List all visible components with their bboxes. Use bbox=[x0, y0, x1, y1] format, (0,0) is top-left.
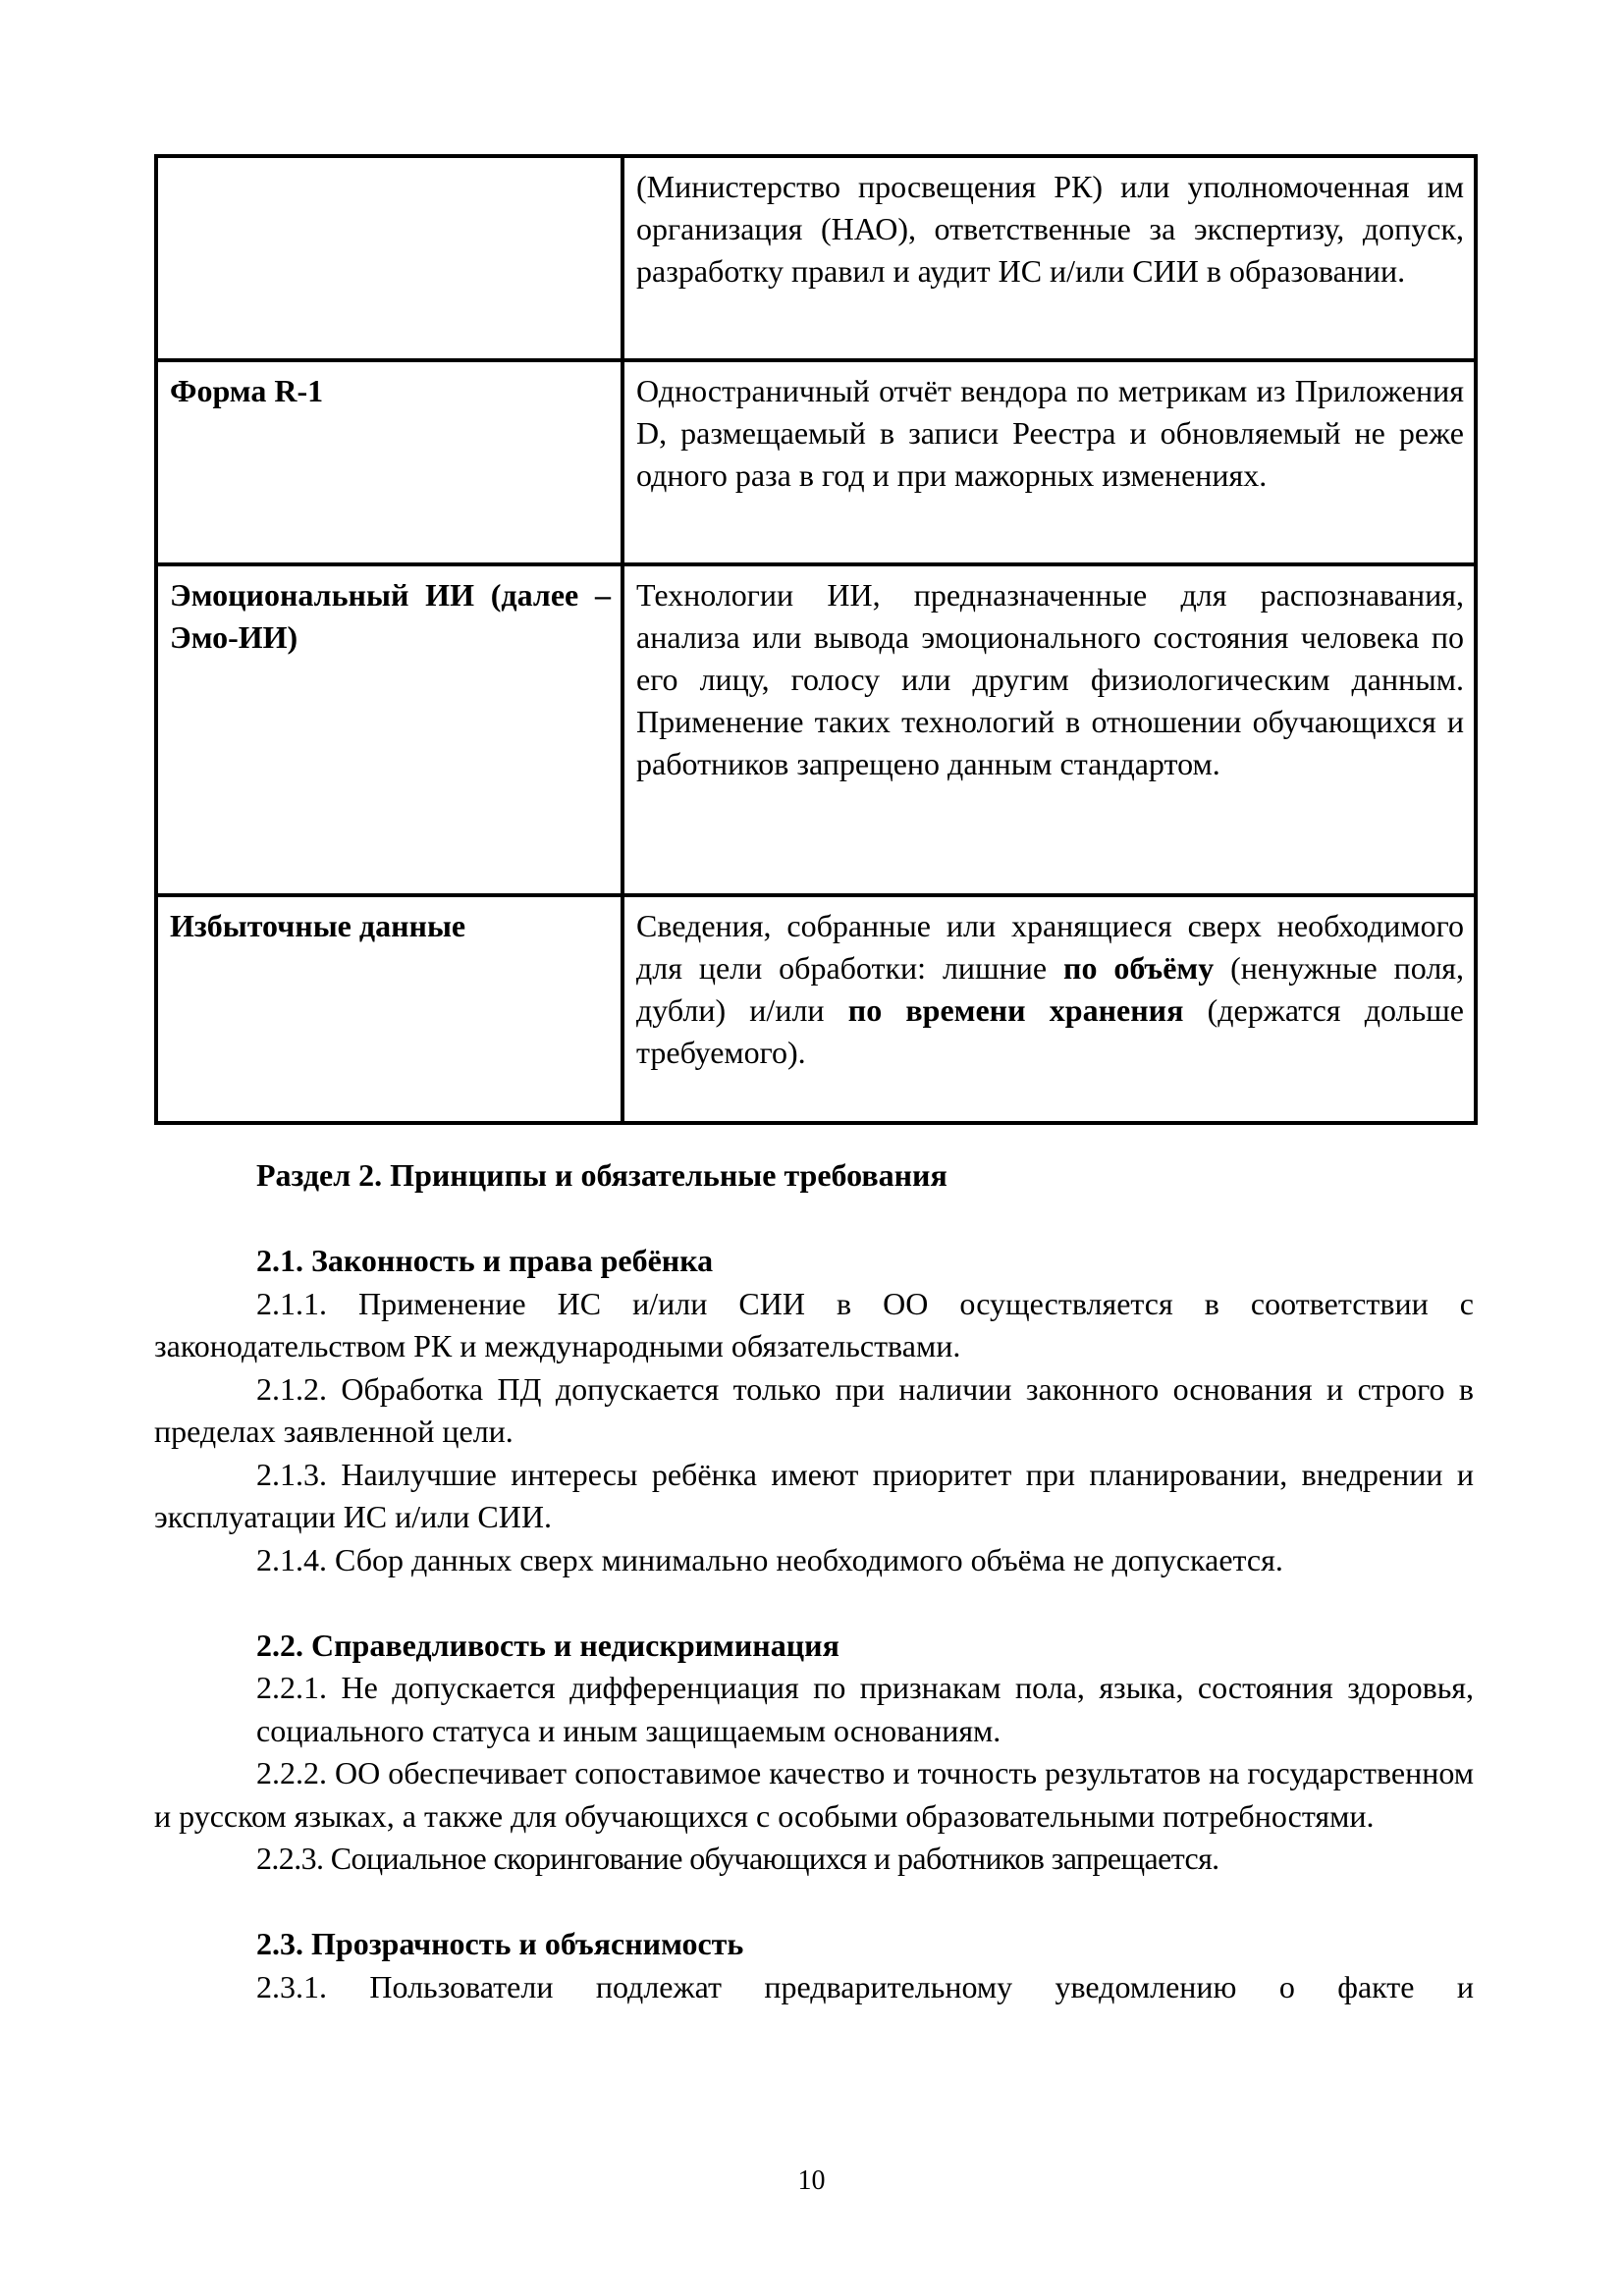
definition-part: Сведения, собранные или хранящиеся сверх необходимого для цели обработки: лишние bbox=[636, 908, 1464, 986]
clause: 2.2.3. Социальное скорингование обучающихся и работников запрещается. bbox=[256, 1841, 1219, 1876]
term-cell: Избыточные данные bbox=[156, 895, 622, 1123]
table-row bbox=[156, 895, 1476, 1123]
clause: 2.1.2. Обработка ПД допускается только при наличии законного основания и строго в пределах заявленной цели. bbox=[154, 1370, 1474, 1449]
clause: 2.3.1. Пользователи подлежат предварительному уведомлению о факте и bbox=[256, 1968, 1474, 2004]
clause: 2.2.2. ОО обеспечивает сопоставимое качество и точность результатов на государственном и русском языках, а также для обучающихся с особыми образовательными потребностями. bbox=[154, 1755, 1474, 1834]
term-cell bbox=[156, 156, 622, 360]
definition-part-bold: по объёму bbox=[1063, 950, 1215, 986]
definition-cell: (Министерство просвещения РК) или уполномоченная им организация (НАО), ответственные за экспертизу, допуск, разработку правил и аудит ИС и/или СИИ в образовании. bbox=[622, 156, 1476, 360]
definition-cell bbox=[622, 895, 1476, 1123]
clause: 2.1.4. Сбор данных сверх минимально необходимого объёма не допускается. bbox=[256, 1541, 1283, 1577]
clause: 2.1.3. Наилучшие интересы ребёнка имеют приоритет при планировании, внедрении и эксплуатации ИС и/или СИИ. bbox=[154, 1456, 1474, 1534]
section-title: Раздел 2. Принципы и обязательные требования bbox=[256, 1157, 947, 1193]
subsection-title: 2.1. Законность и права ребёнка bbox=[256, 1243, 714, 1278]
definitions-table bbox=[154, 154, 1478, 1125]
subsection-title: 2.2. Справедливость и недискриминация bbox=[256, 1627, 839, 1663]
table-row bbox=[156, 564, 1476, 895]
definition-part-bold: по времени хранения bbox=[847, 992, 1184, 1028]
clause: 2.1.1. Применение ИС и/или СИИ в ОО осуществляется в соответствии с законодательством РК и международными обязательствами. bbox=[154, 1285, 1474, 1363]
term-cell: Эмоциональный ИИ (далее – Эмо-ИИ) bbox=[156, 564, 622, 895]
definition-part: (ненужные поля, дубли) и/или bbox=[636, 950, 1465, 1028]
definition-part: (держатся дольше требуемого). bbox=[636, 992, 1464, 1070]
definition-cell: Технологии ИИ, предназначенные для распознавания, анализа или вывода эмоционального состояния человека по его лицу, голосу или другим физиологическим данным. Применение таких технологий в отношении обучающихся и работников запрещено данным стандартом. bbox=[622, 564, 1476, 895]
definition-cell: Одностраничный отчёт вендора по метрикам из Приложения D, размещаемый в записи Реестра и обновляемый не реже одного раза в год и при мажорных изменениях. bbox=[622, 360, 1476, 564]
page-number: 10 bbox=[797, 2165, 826, 2196]
table-row bbox=[156, 360, 1476, 564]
body-text bbox=[154, 1154, 1474, 2008]
table-row bbox=[156, 156, 1476, 360]
subsection-title: 2.3. Прозрачность и объяснимость bbox=[256, 1926, 744, 1961]
term-cell: Форма R-1 bbox=[156, 360, 622, 564]
clause: 2.2.1. Не допускается дифференциация по признакам пола, языка, состояния здоровья, социального статуса и иным защищаемым основаниям. bbox=[256, 1670, 1474, 1748]
